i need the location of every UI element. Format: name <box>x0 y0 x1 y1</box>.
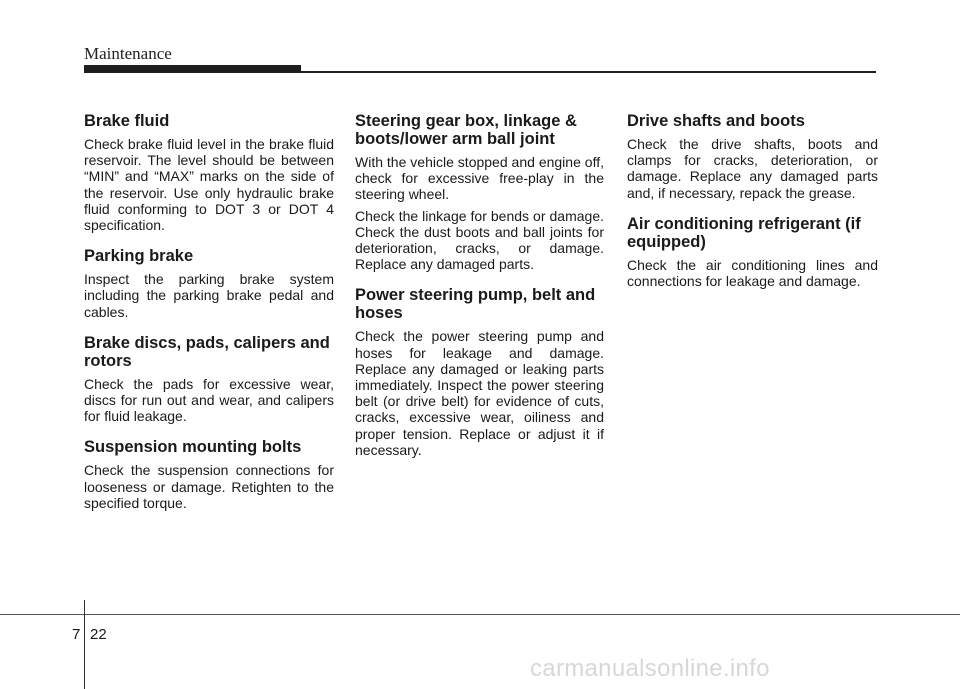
section-paragraph: Check the suspension connections for looseness or damage. Retighten to the specified torque. <box>84 462 334 511</box>
footer-rule <box>0 614 960 615</box>
section-paragraph: Check the air conditioning lines and connections for leakage and damage. <box>627 256 878 290</box>
column-left <box>84 112 334 525</box>
section-paragraph: Inspect the parking brake system including the parking brake pedal and cables. <box>84 271 334 320</box>
page-header-title: Maintenance <box>84 44 172 63</box>
header-bar <box>84 65 301 73</box>
section-heading: Brake discs, pads, calipers and rotors <box>84 333 330 370</box>
section-heading: Air conditioning refrigerant (if equipped) <box>627 214 861 251</box>
section-steering-gear <box>355 112 604 272</box>
header-rule <box>301 71 876 73</box>
watermark: carmanualsonline.info <box>530 655 770 682</box>
section-air-conditioning <box>627 215 878 289</box>
section-suspension-bolts <box>84 438 334 511</box>
section-heading: Power steering pump, belt and hoses <box>355 286 596 323</box>
section-paragraph: Check the linkage for bends or damage. Check the dust boots and ball joints for deterioration, cracks, or damage. Replace any damaged parts. <box>355 207 604 273</box>
column-middle <box>355 112 604 472</box>
section-parking-brake <box>84 247 334 320</box>
footer-divider <box>84 600 85 689</box>
section-heading: Brake fluid <box>84 112 170 130</box>
section-power-steering <box>355 286 604 458</box>
section-drive-shafts <box>627 112 878 201</box>
section-brake-discs <box>84 334 334 425</box>
section-paragraph: Check the drive shafts, boots and clamps for cracks, deterioration, or damage. Replace any damaged parts and, if necessary, repack the grease. <box>627 136 878 201</box>
column-right <box>627 112 878 303</box>
section-paragraph: Check brake fluid level in the brake fluid reservoir. The level should be between “MIN” and “MAX” marks on the side of the reservoir. Use only hydraulic brake fluid conforming to DOT 3 or DOT 4 specification. <box>84 136 334 234</box>
chapter-number: 7 <box>72 626 81 643</box>
section-paragraph: Check the power steering pump and hoses for leakage and damage. Replace any damaged or leaking parts immediately. Inspect the power steering belt (or drive belt) for evidence of cuts, cracks, excessive wear, oiliness and proper tension. Replace or adjust it if necessary. <box>355 328 604 458</box>
page-number: 22 <box>90 626 107 643</box>
section-heading: Suspension mounting bolts <box>84 438 302 457</box>
section-brake-fluid <box>84 112 334 233</box>
section-paragraph: With the vehicle stopped and engine off, check for excessive free-play in the steering wheel. <box>355 154 604 203</box>
section-heading: Steering gear box, linkage & boots/lower arm ball joint <box>355 112 577 148</box>
section-paragraph: Check the pads for excessive wear, discs for run out and wear, and calipers for fluid leakage. <box>84 375 334 425</box>
section-heading: Drive shafts and boots <box>627 112 805 130</box>
section-heading: Parking brake <box>84 247 194 266</box>
